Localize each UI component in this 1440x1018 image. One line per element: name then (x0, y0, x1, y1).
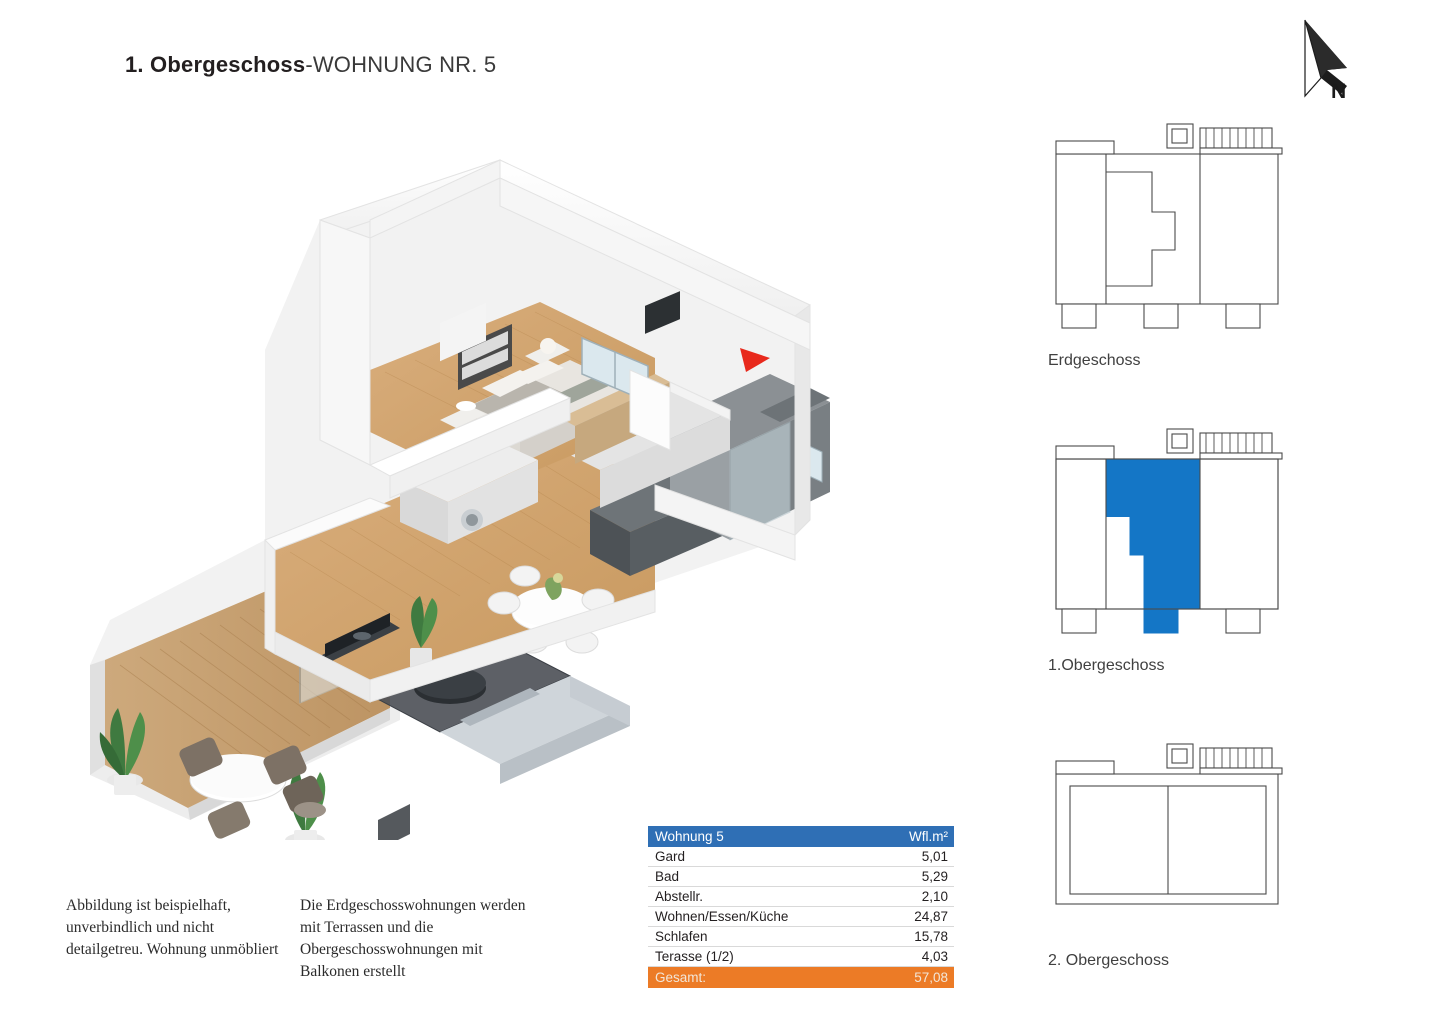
north-label: N (1331, 80, 1347, 103)
table-row (648, 947, 954, 967)
room-area: 15,78 (914, 929, 948, 944)
room-area: 24,87 (914, 909, 948, 924)
page-title-light: -WOHNUNG NR. 5 (305, 52, 497, 77)
keyplan-1og-drawing (1040, 425, 1340, 645)
keyplan-caption-2og: 2. Obergeschoss (1048, 952, 1169, 969)
keyplan-1-obergeschoss (1040, 425, 1340, 690)
table-row (648, 847, 954, 867)
floor-plan-illustration (70, 120, 900, 840)
room-label: Gard (655, 849, 686, 864)
table-row (648, 867, 954, 887)
note-terraces: Die Erdgeschosswohnungen werden mit Terrassen und die Obergeschosswohnungen mit Balkonen erstellt (300, 897, 526, 980)
area-table-header (648, 826, 954, 847)
north-arrow-icon (1295, 18, 1365, 118)
area-table-header-label: Wohnung 5 (655, 829, 724, 844)
total-value: 57,08 (914, 970, 948, 985)
keyplan-erdgeschoss (1040, 120, 1340, 380)
floor-plan-3d (70, 120, 900, 840)
area-table-header-value: Wfl.m² (909, 829, 948, 844)
keyplan-caption-erdgeschoss: Erdgeschoss (1048, 352, 1141, 369)
room-area: 2,10 (921, 889, 948, 904)
room-area: 5,01 (921, 849, 948, 864)
room-label: Schlafen (655, 929, 708, 944)
total-label: Gesamt: (655, 970, 707, 985)
page-title-bold: 1. Obergeschoss (125, 52, 306, 77)
table-row (648, 887, 954, 907)
room-area: 5,29 (921, 869, 948, 884)
room-area: 4,03 (921, 949, 948, 964)
area-table (648, 826, 954, 988)
table-row (648, 927, 954, 947)
north-arrow (1295, 18, 1365, 118)
vent (378, 804, 410, 840)
keyplan-erdgeschoss-drawing (1040, 120, 1340, 340)
room-label: Terasse (1/2) (655, 949, 734, 964)
area-table-total (648, 967, 954, 988)
room-label: Abstellr. (655, 889, 704, 904)
keyplan-2og-drawing (1040, 740, 1340, 940)
keyplan-2-obergeschoss (1040, 740, 1340, 1000)
keyplan-caption-1og: 1.Obergeschoss (1048, 657, 1165, 674)
note-disclaimer: Abbildung ist beispielhaft, unverbindlich und nicht detailgetreu. Wohnung unmöbliert (66, 897, 279, 958)
room-label: Bad (655, 869, 680, 884)
page-title (125, 52, 496, 78)
table-row (648, 907, 954, 927)
room-label: Wohnen/Essen/Küche (655, 909, 789, 924)
